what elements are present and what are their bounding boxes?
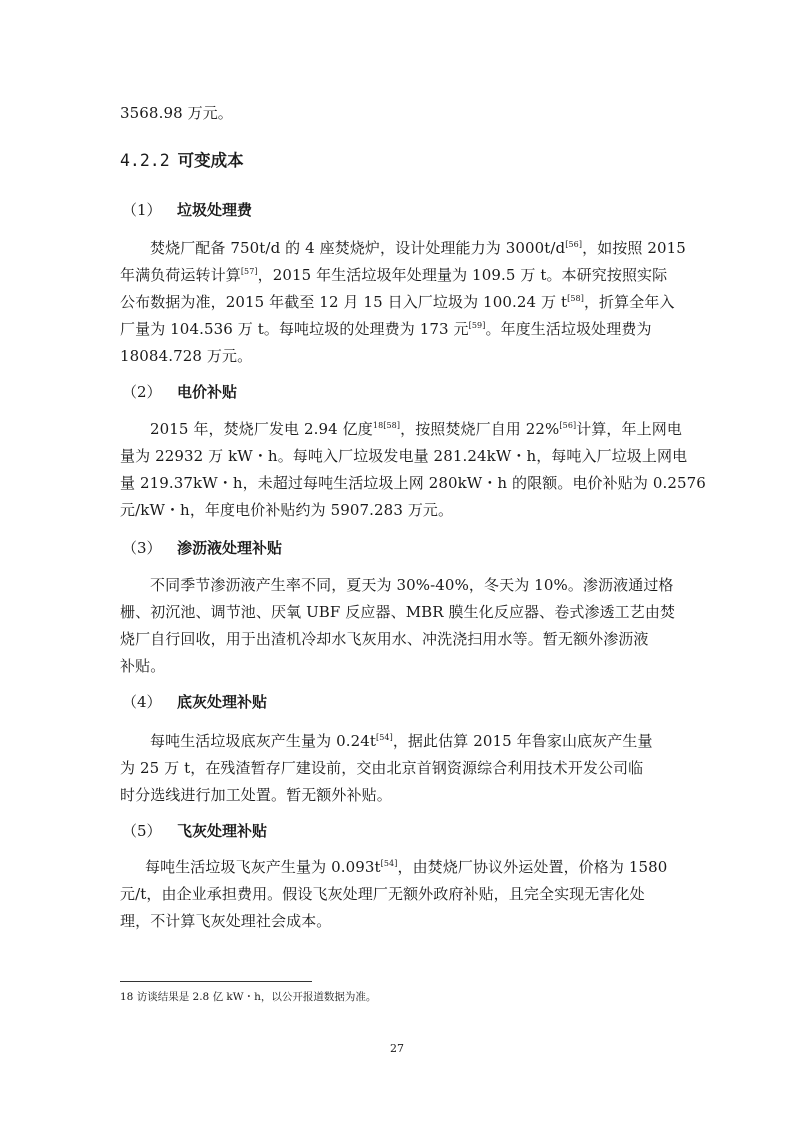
footnote-divider: [120, 981, 312, 982]
page-number: 27: [390, 1042, 404, 1055]
subsection-title: 底灰处理补贴: [177, 693, 268, 711]
paragraph-line: 年满负荷运转计算[57]，2015 年生活垃圾年处理量为 109.5 万 t。本研究按照实际: [120, 266, 668, 284]
subsection-number: （5）: [122, 822, 162, 840]
section-title: 可变成本: [177, 151, 244, 170]
subsection-heading-2: [122, 382, 237, 402]
citation: [59]: [468, 321, 486, 330]
citation: [58]: [567, 294, 584, 303]
paragraph-line: 2015 年，焚烧厂发电 2.94 亿度$^{18[58]}$，按照焚烧厂自用 22%[56]计算，年上网电: [150, 420, 682, 438]
paragraph-line: 补贴。: [120, 657, 166, 675]
continued-text: 3568.98 万元。: [120, 104, 233, 122]
paragraph-line: 栅、初沉池、调节池、厌氧 UBF 反应器、MBR 膜生化反应器、卷式渗透工艺由焚: [120, 603, 676, 621]
subsection-heading-5: [122, 821, 267, 841]
subsection-number: （2）: [122, 383, 162, 401]
section-number: 4.2.2: [120, 151, 170, 170]
paragraph-line: 18084.728 万元。: [120, 347, 253, 365]
paragraph-line: 量 219.37kW・h，未超过每吨生活垃圾上网 280kW・h 的限额。电价补贴为 0.2576: [120, 474, 706, 492]
paragraph-line: 理，不计算飞灰处理社会成本。: [120, 912, 332, 930]
subsection-heading-3: [122, 538, 282, 558]
subsection-number: （1）: [122, 201, 162, 219]
paragraph-line: 每吨生活垃圾底灰产生量为 0.24t[54]，据此估算 2015 年鲁家山底灰产生量: [150, 732, 653, 750]
paragraph-line: 每吨生活垃圾飞灰产生量为 0.093t[54]，由焚烧厂协议外运处置，价格为 1580: [145, 858, 668, 876]
paragraph-line: 元/kW・h，年度电价补贴约为 5907.283 万元。: [120, 501, 454, 519]
paragraph-line: 烧厂自行回收，用于出渣机冷却水飞灰用水、冲洗浇扫用水等。暂无额外渗沥液: [120, 630, 649, 648]
citation: [54]: [380, 859, 398, 868]
section-heading: [120, 150, 244, 172]
citation: 18[58]: [372, 421, 401, 430]
paragraph-line: 量为 22932 万 kW・h。每吨入厂垃圾发电量 281.24kW・h，每吨入厂垃圾上网电: [120, 447, 688, 465]
paragraph-line: 不同季节渗沥液产生率不同，夏天为 30%-40%，冬天为 10%。渗沥液通过格: [150, 576, 674, 594]
citation: [56]: [565, 240, 583, 249]
citation: [57]: [240, 267, 258, 276]
paragraph-line: 焚烧厂配备 750t/d 的 4 座焚烧炉，设计处理能力为 3000t/d[56]，如按照 2015: [150, 239, 686, 257]
subsection-number: （3）: [122, 539, 162, 557]
paragraph-line: 厂量为 104.536 万 t。每吨垃圾的处理费为 173 元[59]。年度生活垃圾处理费为: [120, 320, 652, 338]
paragraph-line: 为 25 万 t，在残渣暂存厂建设前，交由北京首钢资源综合利用技术开发公司临: [120, 759, 644, 777]
citation: [56]: [559, 421, 577, 430]
paragraph-line: 公布数据为准，2015 年截至 12 月 15 日入厂垃圾为 100.24 万 t[58]，折算全年入: [120, 293, 675, 311]
footnote: 18 访谈结果是 2.8 亿 kW・h，以公开报道数据为准。: [120, 991, 377, 1003]
subsection-title: 飞灰处理补贴: [177, 822, 268, 840]
paragraph-line: 元/t，由企业承担费用。假设飞灰处理厂无额外政府补贴，且完全实现无害化处: [120, 885, 645, 903]
subsection-heading-1: [122, 200, 252, 220]
subsection-heading-4: [122, 692, 267, 712]
paragraph-line: 时分选线进行加工处置。暂无额外补贴。: [120, 786, 392, 804]
subsection-title: 渗沥液处理补贴: [177, 539, 283, 557]
subsection-title: 电价补贴: [177, 383, 238, 401]
citation: [54]: [376, 733, 393, 742]
subsection-number: （4）: [122, 693, 162, 711]
subsection-title: 垃圾处理费: [177, 201, 253, 219]
